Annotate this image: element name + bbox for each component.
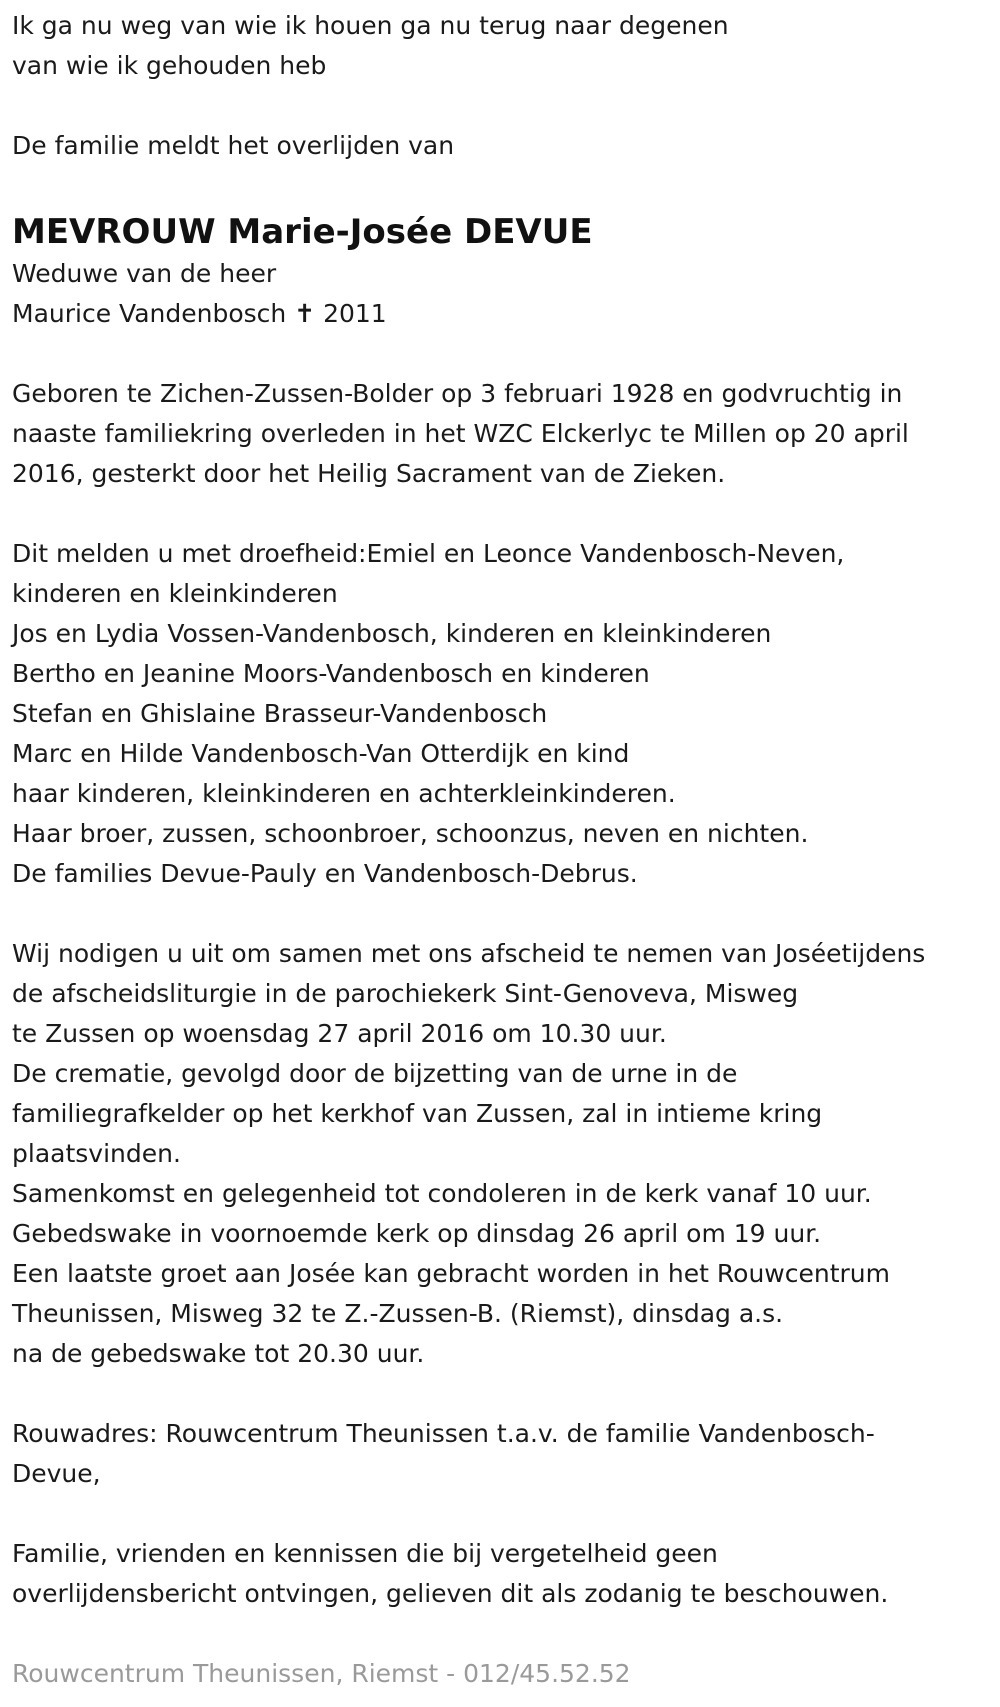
mourner-line: haar kinderen, kleinkinderen en achterkleinkinderen. (12, 779, 676, 808)
ceremony-line: te Zussen op woensdag 27 april 2016 om 10.30 uur. (12, 1019, 667, 1048)
spacer (12, 894, 1000, 934)
birth-death-line: Geboren te Zichen-Zussen-Bolder op 3 februari 1928 en godvruchtig in (12, 379, 903, 408)
mourner-line: Bertho en Jeanine Moors-Vandenbosch en kinderen (12, 659, 650, 688)
notice-line: overlijdensbericht ontvingen, gelieven dit als zodanig te beschouwen. (12, 1579, 889, 1608)
announcement-text: De familie meldt het overlijden van (12, 131, 455, 160)
spacer (12, 334, 1000, 374)
address-line: Rouwadres: Rouwcentrum Theunissen t.a.v. de familie Vandenbosch- (12, 1419, 875, 1448)
spacer (12, 1614, 1000, 1654)
spacer (12, 166, 1000, 210)
address-line: Devue, (12, 1459, 101, 1488)
relation-text: Weduwe van de heer (12, 259, 277, 288)
mourner-line: Stefan en Ghislaine Brasseur-Vandenbosch (12, 699, 548, 728)
spouse-line (12, 294, 1000, 334)
spacer (12, 1494, 1000, 1534)
ceremony-line: Wij nodigen u uit om samen met ons afscheid te nemen van Joséetijdens (12, 939, 926, 968)
mourners-block (12, 534, 1000, 894)
quote-line: van wie ik gehouden heb (12, 51, 327, 80)
address-block (12, 1414, 1000, 1494)
spacer (12, 494, 1000, 534)
mourner-line: De families Devue-Pauly en Vandenbosch-Debrus. (12, 859, 638, 888)
spacer (12, 1374, 1000, 1414)
funeral-home-footer: Rouwcentrum Theunissen, Riemst - 012/45.52.52 (12, 1659, 631, 1688)
mourner-line: Jos en Lydia Vossen-Vandenbosch, kinderen en kleinkinderen (12, 619, 772, 648)
birth-death-line: 2016, gesterkt door het Heilig Sacrament van de Zieken. (12, 459, 726, 488)
quote-block (12, 6, 1000, 86)
ceremony-line: Gebedswake in voornoemde kerk op dinsdag 26 april om 19 uur. (12, 1219, 822, 1248)
birth-death-line: naaste familiekring overleden in het WZC Elckerlyc te Millen op 20 april (12, 419, 909, 448)
notice-block (12, 1534, 1000, 1614)
ceremony-line: na de gebedswake tot 20.30 uur. (12, 1339, 425, 1368)
ceremony-line: de afscheidsliturgie in de parochiekerk Sint-Genoveva, Misweg (12, 979, 799, 1008)
spouse-death-year: 2011 (323, 299, 387, 328)
ceremony-line: familiegrafkelder op het kerkhof van Zussen, zal in intieme kring (12, 1099, 823, 1128)
mourner-line: Marc en Hilde Vandenbosch-Van Otterdijk en kind (12, 739, 630, 768)
quote-line: Ik ga nu weg van wie ik houen ga nu terug naar degenen (12, 11, 729, 40)
deceased-name: MEVROUW Marie-Josée DEVUE (12, 212, 593, 252)
mourner-line: kinderen en kleinkinderen (12, 579, 338, 608)
ceremony-block (12, 934, 1000, 1374)
ceremony-line: Samenkomst en gelegenheid tot condoleren in de kerk vanaf 10 uur. (12, 1179, 872, 1208)
mourner-line: Haar broer, zussen, schoonbroer, schoonzus, neven en nichten. (12, 819, 809, 848)
ceremony-line: Een laatste groet aan Josée kan gebracht worden in het Rouwcentrum (12, 1259, 890, 1288)
ceremony-line: Theunissen, Misweg 32 te Z.-Zussen-B. (Riemst), dinsdag a.s. (12, 1299, 784, 1328)
spacer (12, 86, 1000, 126)
mourner-line: Dit melden u met droefheid:Emiel en Leonce Vandenbosch-Neven, (12, 539, 845, 568)
ceremony-line: plaatsvinden. (12, 1139, 181, 1168)
spouse-name: Maurice Vandenbosch (12, 299, 287, 328)
notice-line: Familie, vrienden en kennissen die bij vergetelheid geen (12, 1539, 718, 1568)
cross-icon: ✝ (294, 299, 316, 328)
birth-death-block (12, 374, 1000, 494)
ceremony-line: De crematie, gevolgd door de bijzetting van de urne in de (12, 1059, 738, 1088)
